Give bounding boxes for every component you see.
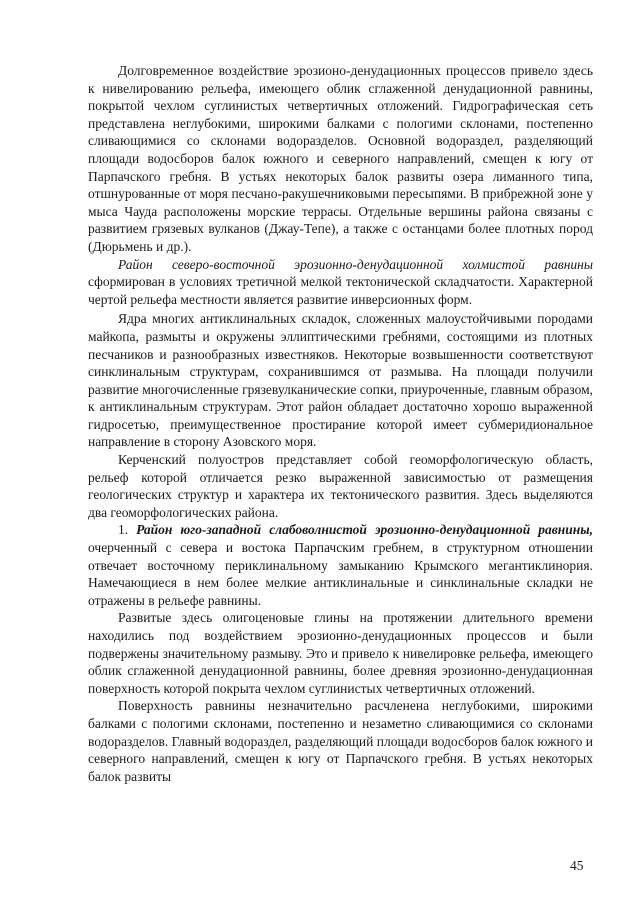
- paragraph-5-text: очерченный с севера и востока Парпачским гребнем, в структурном отношении отвечает восточному периклинальному замыканию Крымского мегантиклинория. Намечающиеся в нем более мелкие антиклинальные и синклинальные складки не отражены в рельефе равнины.: [88, 540, 593, 608]
- paragraph-3-text: Ядра многих антиклинальных складок, сложенных малоустойчивыми породами майкопа, размыты и окружены эллиптическими гребнями, состоящими из плотных песчаников и разнообразных известняков. Некоторые возвышенности соответствуют синклинальным структурам, сохранившимся от размыва. На площади получили развитие многочисленные грязевулканические сопки, приуроченные, главным образом, к антиклинальным структурам. Этот район обладает достаточно хорошо выраженной гидросетью, преимущественное простирание которой имеет субмеридиональное направление в сторону Азовского моря.: [88, 311, 593, 450]
- paragraph-6-text: Развитые здесь олигоценовые глины на протяжении длительного времени находились под воздействием эрозионно-денудационных процессов и были подвержены значительному размыву. Это и привело к нивелировке рельефа, имеющего облик сглаженной денудационной равнины, более древняя эрозионно-денудационная поверхность которой покрыта чехлом суглинистых четвертичных отложений.: [88, 610, 593, 696]
- paragraph-6: [88, 609, 593, 697]
- paragraph-5-heading: Район юго-западной слабоволнистой эрозионно-денудационной равнины,: [136, 522, 594, 538]
- paragraph-5: [88, 521, 593, 609]
- paragraph-3: [88, 310, 593, 451]
- paragraph-2-heading: Район северо-восточной эрозионно-денудационной холмистой равнины: [118, 256, 593, 272]
- page-number: 45: [570, 858, 584, 873]
- paragraph-1-text: Долговременное воздействие эрозионо-денудационных процессов привело здесь к нивелированию рельефа, имеющего облик сглаженной денудационной равнины, покрытой чехлом суглинистых четвертичных отложений. Гидрографическая сеть представлена неглубокими, широкими балками с пологими склонами, постепенно сливающимися со склонами водоразделов. Основной водораздел, разделяющий площади водосборов балок южного и северного направлений, смещен к югу от Парпачского гребня. В устьях некоторых балок развиты озера лиманного типа, отшнурованные от моря песчано-ракушечниковыми пересыпями. В прибрежной зоне у мыса Чауда расположены морские террасы. Отдельные вершины района связаны с развитием грязевых вулканов (Джау-Тепе), а также с останцами более плотных пород (Дюрьмень и др.).: [88, 63, 593, 254]
- paragraph-5-number: 1.: [118, 522, 137, 538]
- body-text: [88, 62, 593, 785]
- paragraph-4-text: Керченский полуостров представляет собой геоморфологическую область, рельеф которой отличается резко выраженной зависимостью от размещения геологических структур и характера их тектонического развития. Здесь выделяются два геоморфологических района.: [88, 452, 593, 520]
- paragraph-4: [88, 451, 593, 521]
- paragraph-1: [88, 62, 593, 256]
- paragraph-7: [88, 697, 593, 785]
- paragraph-2-text: сформирован в условиях третичной мелкой тектонической складчатости. Характерной чертой рельефа местности является развитие инверсионных форм.: [88, 274, 593, 307]
- paragraph-7-text: Поверхность равнины незначительно расчленена неглубокими, широкими балками с пологими склонами, постепенно и незаметно сливающимися со склонами водоразделов. Главный водораздел, разделяющий площади водосборов балок южного и северного направлений, смещен к югу от Парпачского гребня. В устьях некоторых балок развиты: [88, 698, 593, 784]
- paragraph-2: [88, 256, 593, 309]
